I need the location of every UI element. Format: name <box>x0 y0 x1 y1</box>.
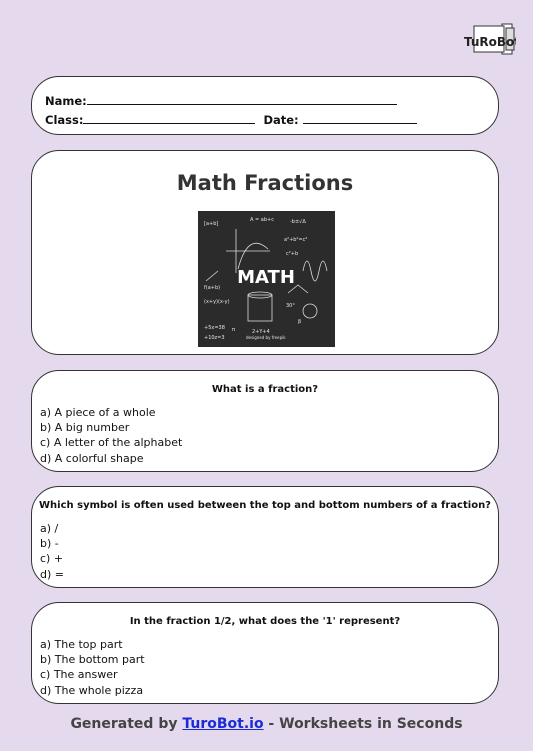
date-label: Date: <box>263 113 299 127</box>
answer-option[interactable]: d) A colorful shape <box>40 451 144 465</box>
svg-text:30°: 30° <box>286 303 295 309</box>
turobot-link[interactable]: TuroBot.io <box>182 716 264 732</box>
answer-option[interactable]: a) / <box>40 522 59 535</box>
name-label: Name: <box>45 94 87 108</box>
math-chalkboard-image <box>198 211 335 347</box>
class-field[interactable] <box>83 112 255 124</box>
svg-text:MATH: MATH <box>237 267 295 288</box>
answer-options <box>40 405 182 466</box>
svg-text:+10z=3: +10z=3 <box>204 335 225 341</box>
answer-option[interactable]: c) A letter of the alphabet <box>40 436 183 450</box>
footer-suffix: - Worksheets in Seconds <box>263 716 463 732</box>
name-row <box>45 93 397 108</box>
turobot-logo <box>462 22 516 58</box>
svg-text:+5x=38: +5x=38 <box>204 325 225 331</box>
answer-option[interactable]: a) The top part <box>40 638 123 651</box>
question-text: Which symbol is often used between the top and bottom numbers of a fraction? <box>39 500 491 511</box>
footer-prefix: Generated by <box>70 716 183 732</box>
question-text: What is a fraction? <box>211 384 319 395</box>
date-field[interactable] <box>303 112 417 124</box>
answer-options <box>40 521 64 582</box>
answer-options <box>40 637 145 698</box>
question-card-2 <box>31 486 499 588</box>
svg-text:a²+b²=c²: a²+b²=c² <box>284 237 308 243</box>
answer-option[interactable]: c) + <box>40 552 64 566</box>
svg-text:TuRoBot: TuRoBot <box>464 35 516 49</box>
worksheet-title: Math Fractions <box>176 171 354 195</box>
title-card <box>31 150 499 355</box>
svg-text:f(a+b): f(a+b) <box>204 285 221 291</box>
svg-text:A = ab+c: A = ab+c <box>250 217 274 223</box>
svg-text:(x+y)(x-y): (x+y)(x-y) <box>204 299 230 305</box>
svg-text:β: β <box>298 319 302 325</box>
answer-option[interactable]: c) The answer <box>40 668 118 682</box>
answer-option[interactable]: a) A piece of a whole <box>40 406 156 419</box>
question-text: In the fraction 1/2, what does the '1' represent? <box>129 616 401 627</box>
robot-logo-icon <box>462 22 516 58</box>
answer-option[interactable]: b) The bottom part <box>40 653 145 667</box>
svg-text:-b±√Δ: -b±√Δ <box>290 219 306 225</box>
footer <box>0 716 533 732</box>
svg-text:π: π <box>232 327 236 333</box>
svg-text:2+Y+4: 2+Y+4 <box>252 329 270 335</box>
answer-option[interactable]: b) - <box>40 537 59 551</box>
question-card-3 <box>31 602 499 704</box>
svg-text:[a+b]: [a+b] <box>204 221 219 227</box>
class-label: Class: <box>45 113 84 127</box>
answer-option[interactable]: b) A big number <box>40 421 130 435</box>
answer-option[interactable]: d) = <box>40 567 64 581</box>
svg-text:designed by freepik: designed by freepik <box>246 335 286 340</box>
class-date-row <box>45 112 417 127</box>
question-card-1 <box>31 370 499 472</box>
student-info-card <box>31 76 499 135</box>
name-field[interactable] <box>87 93 397 105</box>
svg-text:c²+b: c²+b <box>286 251 299 257</box>
answer-option[interactable]: d) The whole pizza <box>40 683 144 697</box>
